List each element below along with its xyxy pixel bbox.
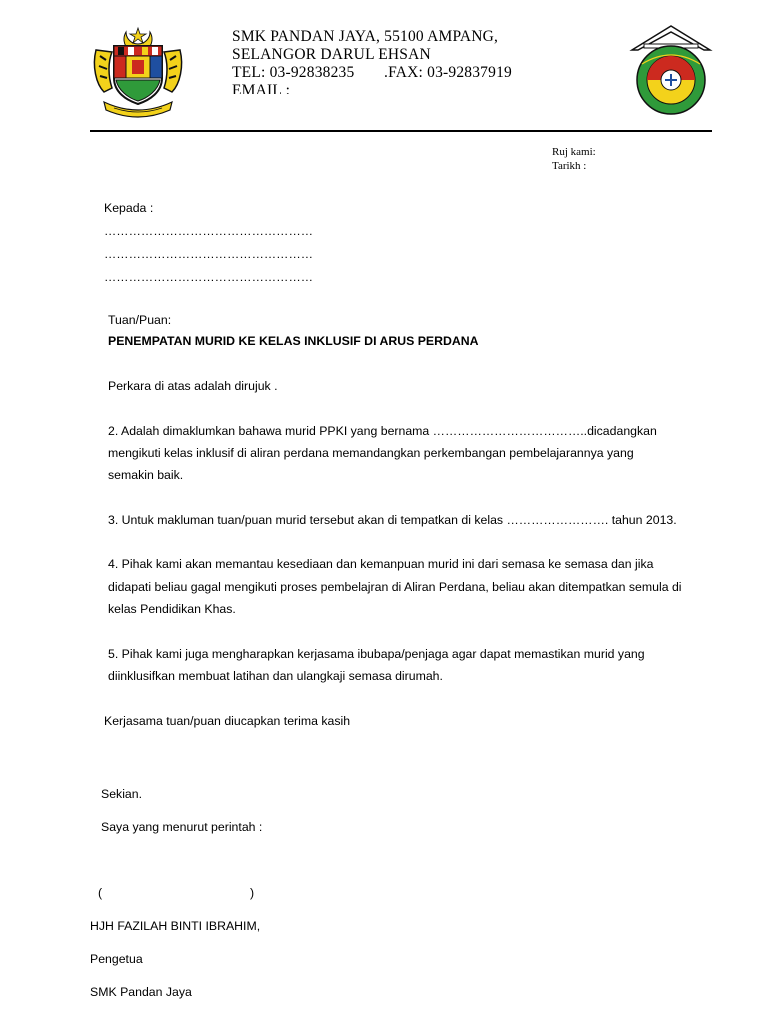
closing-sekian: Sekian.: [101, 787, 143, 801]
letter-subject: PENEMPATAN MURID KE KELAS INKLUSIF DI ARUS PERDANA: [108, 334, 479, 348]
paragraph-2-line: mengikuti kelas inklusif di aliran perdana memandangkan perkembangan pembelajarannya yang: [108, 446, 634, 460]
recipient-label: Kepada :: [104, 201, 154, 215]
recipient-line: ……………………………………………: [104, 224, 314, 238]
paragraph-4-line: didapati beliau gagal mengikuti proses pembelajran di Aliran Perdana, beliau akan ditempatkan semula di: [108, 580, 682, 594]
signature-close-paren: ): [250, 886, 255, 900]
school-email-clip: [232, 82, 532, 94]
school-emblem-logo: [628, 24, 714, 116]
coat-of-arms-logo: [90, 26, 186, 118]
signatory-name: HJH FAZILAH BINTI IBRAHIM,: [90, 919, 261, 933]
paragraph-3-line: 3. Untuk makluman tuan/puan murid tersebut akan di tempatkan di kelas ……………………. tahun 2013.: [108, 513, 677, 527]
thanks-text: Kerjasama tuan/puan diucapkan terima kasih: [104, 714, 351, 728]
school-email: EMAIL :: [232, 82, 291, 94]
signatory-title: Pengetua: [90, 952, 143, 966]
paragraph-5-line: diinklusifkan membuat latihan dan ulangkaji semasa dirumah.: [108, 669, 443, 683]
salutation: Tuan/Puan:: [108, 313, 172, 327]
paragraph-2-line: semakin baik.: [108, 468, 184, 482]
recipient-line: ……………………………………………: [104, 247, 314, 261]
paragraph-2-line: 2. Adalah dimaklumkan bahawa murid PPKI yang bernama ………………………………..dicadangkan: [108, 424, 657, 438]
paragraph-4-line: kelas Pendidikan Khas.: [108, 602, 236, 616]
date-label: Tarikh :: [552, 160, 587, 172]
recipient-line: ……………………………………………: [104, 270, 314, 284]
school-address-line-2: SELANGOR DARUL EHSAN: [232, 46, 431, 63]
school-address-line-1: SMK PANDAN JAYA, 55100 AMPANG,: [232, 28, 499, 45]
paragraph-4-line: 4. Pihak kami akan memantau kesediaan dan kemanpuan murid ini dari semasa ke semasa dan jika: [108, 557, 654, 571]
signatory-school: SMK Pandan Jaya: [90, 985, 192, 999]
school-telephone: TEL: 03-92838235: [232, 64, 355, 81]
closing-saya: Saya yang menurut perintah :: [101, 820, 263, 834]
school-fax: .FAX: 03-92837919: [384, 64, 512, 81]
signature-open-paren: (: [98, 886, 103, 900]
header-divider: [90, 130, 712, 132]
paragraph-5-line: 5. Pihak kami juga mengharapkan kerjasama ibubapa/penjaga agar dapat memastikan murid yang: [108, 647, 645, 661]
reference-label: Ruj kami:: [552, 146, 596, 158]
intro-text: Perkara di atas adalah dirujuk .: [108, 379, 278, 393]
